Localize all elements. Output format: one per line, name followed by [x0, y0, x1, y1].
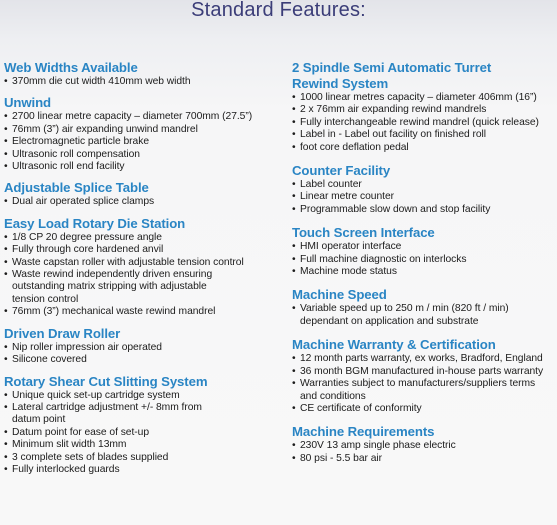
section-warranty — [292, 337, 554, 415]
list-item: • HMI operator interface — [292, 241, 554, 253]
list-item: • Nip roller impression air operated — [4, 342, 282, 354]
list-item: • Lateral cartridge adjustment +/- 8mm from datum point — [4, 402, 282, 427]
section-counter-facility — [292, 163, 554, 216]
section-heading: Machine Requirements — [292, 424, 435, 440]
list-item: • 370mm die cut width 410mm web width — [4, 76, 282, 88]
section-heading: Web Widths Available — [4, 60, 138, 75]
section-heading: Driven Draw Roller — [4, 325, 121, 341]
section-splice-table — [4, 180, 282, 208]
section-rotary-die-station — [4, 216, 282, 319]
section-requirements — [292, 424, 554, 465]
list-item: • 230V 13 amp single phase electric — [292, 440, 554, 452]
section-heading: Easy Load Rotary Die Station — [4, 215, 186, 231]
list-item: • Full machine diagnostic on interlocks — [292, 254, 554, 266]
list-item: • 12 month parts warranty, ex works, Bradford, England — [292, 353, 554, 365]
list-item: • 3 complete sets of blades supplied — [4, 452, 282, 464]
right-column — [292, 60, 554, 465]
list-item: • Fully interlocked guards — [4, 464, 282, 476]
list-item: • Electromagnetic particle brake — [4, 136, 282, 148]
list-item: • Linear metre counter — [292, 191, 554, 203]
list-item: • Warranties subject to manufacturers/suppliers terms and conditions — [292, 378, 554, 403]
list-item: • 2 x 76mm air expanding rewind mandrels — [292, 104, 554, 116]
page-title: Standard Features: — [191, 0, 366, 21]
section-unwind — [4, 95, 282, 173]
list-item: • Fully interchangeable rewind mandrel (quick release) — [292, 117, 554, 129]
section-heading: Machine Warranty & Certification — [292, 337, 496, 353]
list-item: • foot core deflation pedal — [292, 142, 554, 154]
section-heading: Counter Facility — [292, 163, 391, 179]
section-heading: Machine Speed — [292, 287, 387, 303]
list-item: • 80 psi - 5.5 bar air — [292, 453, 554, 465]
list-item: • Unique quick set-up cartridge system — [4, 390, 282, 402]
list-item: • Waste capstan roller with adjustable tension control — [4, 257, 282, 269]
section-machine-speed — [292, 287, 554, 328]
list-item: • Machine mode status — [292, 266, 554, 278]
section-heading: Adjustable Splice Table — [4, 180, 149, 196]
section-heading: Rotary Shear Cut Slitting System — [4, 373, 208, 389]
list-item: • Label in - Label out facility on finished roll — [292, 129, 554, 141]
list-item: • 2700 linear metre capacity – diameter 700mm (27.5”) — [4, 111, 282, 123]
section-heading: Unwind — [4, 95, 52, 111]
list-item: • 76mm (3”) air expanding unwind mandrel — [4, 124, 282, 136]
list-item: • Dual air operated splice clamps — [4, 196, 282, 208]
section-heading: Touch Screen Interface — [292, 225, 435, 241]
section-touch-screen — [292, 225, 554, 278]
list-item: • Datum point for ease of set-up — [4, 427, 282, 439]
section-web-widths — [4, 60, 282, 88]
section-slitting-system — [4, 374, 282, 477]
section-turret-rewind — [292, 60, 554, 154]
list-item: • Minimum slit width 13mm — [4, 439, 282, 451]
section-heading: 2 Spindle Semi Automatic Turret Rewind System — [292, 60, 492, 91]
list-item: • Ultrasonic roll compensation — [4, 149, 282, 161]
list-item: • CE certificate of conformity — [292, 403, 554, 415]
list-item: • Fully through core hardened anvil — [4, 244, 282, 256]
list-item: • Waste rewind independently driven ensuring outstanding matrix stripping with adjustable tension control — [4, 269, 282, 306]
list-item: • Silicone covered — [4, 354, 282, 366]
section-draw-roller — [4, 326, 282, 367]
list-item: • 36 month BGM manufactured in-house parts warranty — [292, 366, 554, 378]
list-item: • Variable speed up to 250 m / min (820 ft / min) dependant on application and substrate — [292, 303, 554, 328]
list-item: • Programmable slow down and stop facility — [292, 204, 554, 216]
list-item: • Ultrasonic roll end facility — [4, 161, 282, 173]
left-column — [4, 60, 282, 476]
list-item: • 76mm (3”) mechanical waste rewind mandrel — [4, 306, 282, 318]
list-item: • 1/8 CP 20 degree pressure angle — [4, 232, 282, 244]
list-item: • Label counter — [292, 179, 554, 191]
list-item: • 1000 linear metres capacity – diameter 406mm (16”) — [292, 92, 554, 104]
